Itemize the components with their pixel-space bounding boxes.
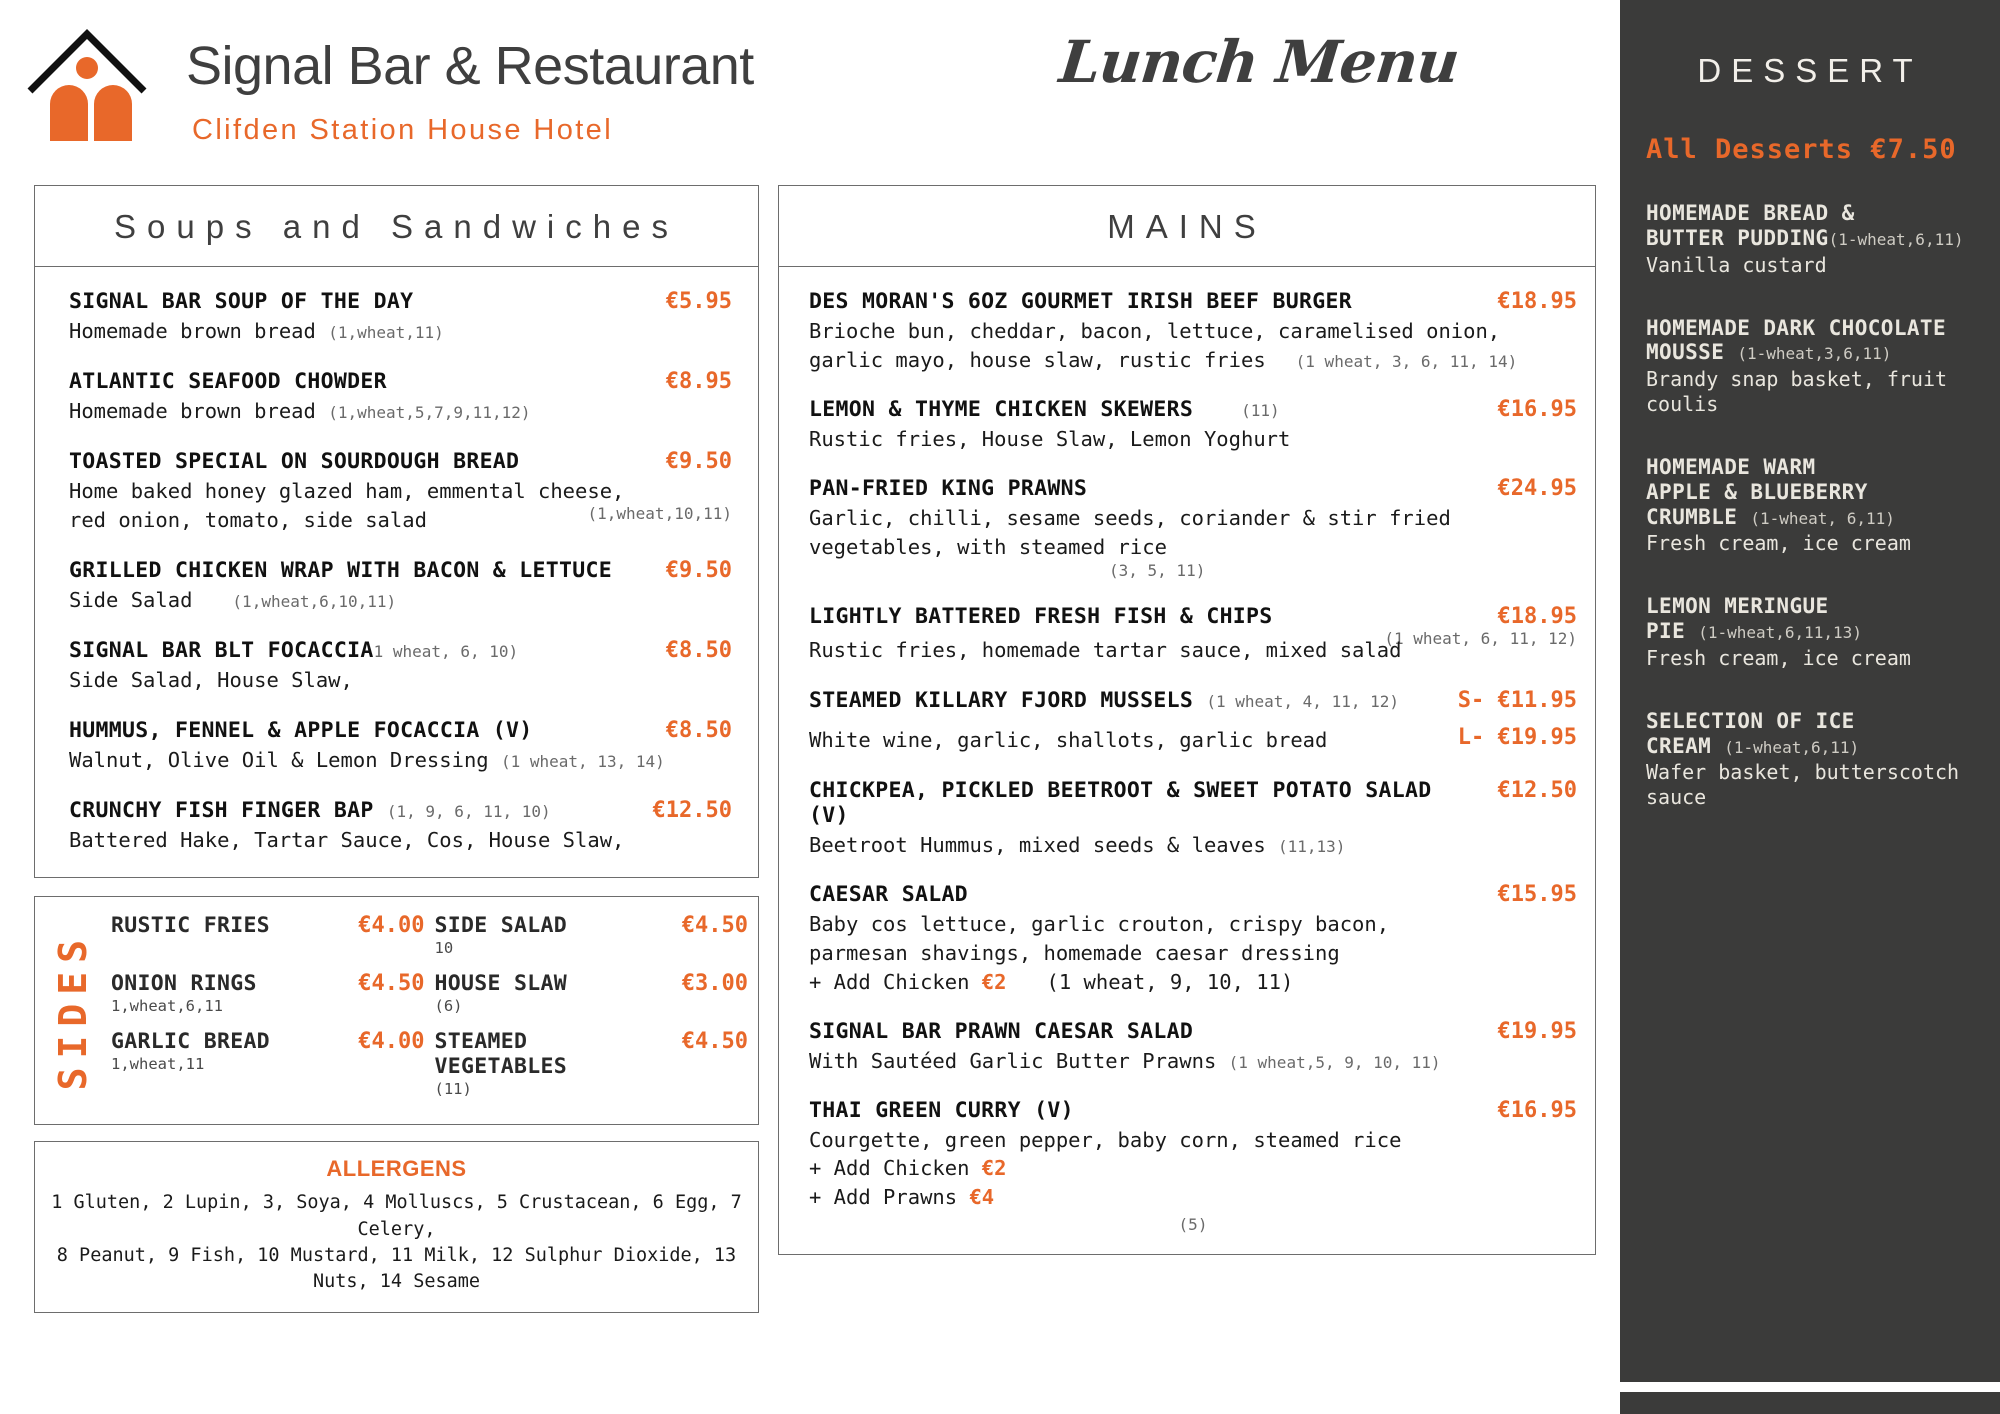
side-price: €4.00 bbox=[358, 913, 425, 939]
side-price: €4.00 bbox=[358, 1029, 425, 1055]
side-item[interactable] bbox=[111, 971, 342, 1025]
item-price: €12.50 bbox=[652, 798, 732, 824]
item-name: SIGNAL BAR PRAWN CAESAR SALAD bbox=[809, 1019, 1194, 1045]
dessert-item[interactable] bbox=[1646, 709, 1982, 811]
dessert-name-line1: LEMON MERINGUE bbox=[1646, 594, 1829, 619]
menu-item[interactable] bbox=[809, 476, 1577, 579]
item-allergens: (11,13) bbox=[1278, 837, 1346, 857]
side-price: €4.50 bbox=[358, 971, 425, 997]
menu-item[interactable] bbox=[809, 1098, 1577, 1233]
add-option-price: €2 bbox=[981, 969, 1007, 994]
menu-item[interactable] bbox=[809, 289, 1577, 373]
item-price: €8.95 bbox=[665, 369, 732, 395]
soups-items-list bbox=[35, 267, 758, 877]
soups-and-sandwiches-column bbox=[34, 185, 759, 1313]
item-allergens: (1,wheat,6,10,11) bbox=[232, 592, 397, 612]
item-description: Rustic fries, House Slaw, Lemon Yoghurt bbox=[809, 427, 1291, 452]
dessert-name-line2: CREAM bbox=[1646, 733, 1712, 758]
item-name: CHICKPEA, PICKLED BEETROOT & SWEET POTATO SALAD (V) bbox=[809, 777, 1432, 829]
sides-label-text: SIDES bbox=[51, 931, 95, 1091]
item-name: TOASTED SPECIAL ON SOURDOUGH BREAD bbox=[69, 449, 520, 475]
item-name: LEMON & THYME CHICKEN SKEWERS bbox=[809, 397, 1194, 423]
dessert-description: Fresh cream, ice cream bbox=[1646, 531, 1911, 556]
side-allergens: 1,wheat,6,11 bbox=[111, 997, 223, 1016]
item-price: €8.50 bbox=[665, 638, 732, 664]
allergens-line-1: 1 Gluten, 2 Lupin, 3, Soya, 4 Molluscs, 5 Crustacean, 6 Egg, 7 Celery, bbox=[51, 1192, 742, 1240]
side-name: STEAMED VEGETABLES bbox=[434, 1029, 567, 1080]
item-description: Garlic, chilli, sesame seeds, coriander & stir fried bbox=[809, 506, 1451, 531]
side-item[interactable] bbox=[435, 971, 666, 1025]
menu-item[interactable] bbox=[809, 688, 1577, 754]
side-item[interactable] bbox=[111, 913, 342, 948]
item-description: Rustic fries, homemade tartar sauce, mixed salad bbox=[809, 638, 1402, 663]
add-option-label[interactable]: + Add Chicken bbox=[809, 969, 970, 994]
item-allergens: (1 wheat, 9, 10, 11) bbox=[1046, 969, 1294, 994]
item-description: Brioche bun, cheddar, bacon, lettuce, caramelised onion, bbox=[809, 318, 1501, 343]
dessert-heading: DESSERT bbox=[1697, 52, 1923, 89]
dessert-name-line1: HOMEMADE WARM bbox=[1646, 455, 1816, 480]
item-description: Home baked honey glazed ham, emmental cheese, bbox=[69, 478, 625, 503]
item-name: GRILLED CHICKEN WRAP WITH BACON & LETTUCE bbox=[69, 558, 613, 584]
item-name: THAI GREEN CURRY (V) bbox=[809, 1098, 1074, 1124]
side-item[interactable] bbox=[435, 913, 666, 967]
dessert-description: Brandy snap basket, fruit coulis bbox=[1646, 367, 1948, 417]
item-price: €8.50 bbox=[665, 718, 732, 744]
dessert-item[interactable] bbox=[1646, 201, 1982, 278]
item-price-small: S- €11.95 bbox=[1457, 687, 1577, 713]
item-description: Homemade brown bread bbox=[69, 318, 316, 343]
item-description-line2: vegetables, with steamed rice bbox=[809, 535, 1167, 560]
menu-header bbox=[0, 0, 1620, 170]
item-name: SIGNAL BAR BLT FOCACCIA bbox=[69, 638, 374, 664]
side-name: RUSTIC FRIES bbox=[111, 913, 270, 939]
side-price: €3.00 bbox=[681, 971, 748, 997]
item-description-line2: garlic mayo, house slaw, rustic fries bbox=[809, 348, 1266, 373]
mains-items-list bbox=[779, 267, 1595, 1254]
item-name: LIGHTLY BATTERED FRESH FISH & CHIPS bbox=[809, 603, 1273, 629]
sides-label bbox=[35, 913, 111, 1108]
dessert-name-line1: SELECTION OF ICE bbox=[1646, 708, 1855, 733]
item-name: HUMMUS, FENNEL & APPLE FOCACCIA (V) bbox=[69, 718, 533, 744]
add-option-price: €2 bbox=[981, 1156, 1007, 1181]
page-title: Signal Bar & Restaurant bbox=[186, 36, 754, 96]
side-allergens: (11) bbox=[434, 1080, 472, 1099]
item-price: €24.95 bbox=[1497, 476, 1577, 502]
item-price: €15.95 bbox=[1497, 882, 1577, 908]
item-description-line2: parmesan shavings, homemade caesar dressing bbox=[809, 941, 1340, 966]
dessert-name-line3: CRUMBLE bbox=[1646, 504, 1738, 529]
menu-type-title: Lunch Menu bbox=[1056, 28, 1462, 96]
dessert-allergens: (1-wheat,6,11) bbox=[1724, 737, 1860, 757]
dessert-name-line2: APPLE & BLUEBERRY bbox=[1646, 479, 1868, 504]
item-name: PAN-FRIED KING PRAWNS bbox=[809, 476, 1088, 502]
item-allergens: (1 wheat,5, 9, 10, 11) bbox=[1228, 1053, 1441, 1073]
dessert-name-line2: BUTTER PUDDING bbox=[1646, 225, 1829, 250]
side-price: €4.50 bbox=[681, 913, 748, 939]
menu-item[interactable] bbox=[809, 604, 1577, 664]
dessert-name-line2: MOUSSE bbox=[1646, 340, 1725, 365]
item-description-line2: red onion, tomato, side salad bbox=[69, 508, 427, 533]
soups-heading: Soups and Sandwiches bbox=[35, 186, 758, 267]
item-name: ATLANTIC SEAFOOD CHOWDER bbox=[69, 369, 387, 395]
side-allergens: 1,wheat,11 bbox=[111, 1055, 205, 1074]
menu-item[interactable] bbox=[69, 369, 732, 424]
dessert-description: Fresh cream, ice cream bbox=[1646, 645, 1911, 670]
dessert-name-line2: PIE bbox=[1646, 619, 1686, 644]
mains-column bbox=[778, 185, 1596, 1255]
item-price: €9.50 bbox=[665, 449, 732, 475]
menu-item[interactable] bbox=[69, 798, 732, 853]
sides-panel bbox=[34, 896, 759, 1125]
item-price: €9.50 bbox=[665, 558, 732, 584]
dessert-item[interactable] bbox=[1646, 594, 1982, 671]
side-price: €4.50 bbox=[681, 1029, 748, 1055]
add-option-label[interactable]: + Add Prawns bbox=[809, 1185, 958, 1210]
menu-item[interactable] bbox=[809, 882, 1577, 995]
item-allergens: (1 wheat, 3, 6, 11, 14) bbox=[1295, 352, 1518, 372]
item-allergens: (11) bbox=[1241, 401, 1280, 421]
dessert-allergens: (1-wheat, 6,11) bbox=[1750, 508, 1895, 528]
dessert-allergens: (1-wheat,6,11,13) bbox=[1698, 623, 1862, 643]
item-description: Side Salad bbox=[69, 588, 193, 613]
item-allergens: (1,wheat,11) bbox=[328, 322, 444, 342]
item-price: €18.95 bbox=[1497, 603, 1577, 629]
item-allergens: (5) bbox=[1178, 1214, 1208, 1234]
side-allergens: 10 bbox=[434, 939, 454, 958]
item-description: White wine, garlic, shallots, garlic bread bbox=[809, 728, 1328, 753]
item-allergens: (1 wheat, 4, 11, 12) bbox=[1206, 691, 1399, 711]
sides-grid bbox=[111, 913, 748, 1108]
item-name: CAESAR SALAD bbox=[809, 882, 968, 908]
item-allergens: (1,wheat,5,7,9,11,12) bbox=[328, 402, 531, 422]
side-name: GARLIC BREAD bbox=[111, 1029, 270, 1055]
dessert-description: Vanilla custard bbox=[1646, 252, 1827, 277]
allergens-title: ALLERGENS bbox=[326, 1156, 467, 1182]
allergens-panel bbox=[34, 1141, 759, 1312]
menu-item[interactable] bbox=[809, 397, 1577, 452]
item-allergens: (1 wheat, 13, 14) bbox=[500, 752, 665, 772]
item-name: STEAMED KILLARY FJORD MUSSELS bbox=[809, 687, 1194, 713]
dessert-items-list bbox=[1620, 201, 2000, 810]
allergens-line-2: 8 Peanut, 9 Fish, 10 Mustard, 11 Milk, 12 Sulphur Dioxide, 13 Nuts, 14 Sesame bbox=[56, 1244, 737, 1293]
dessert-allergens: (1-wheat,3,6,11) bbox=[1737, 344, 1892, 364]
dessert-panel bbox=[1620, 0, 2000, 1414]
dessert-description: Wafer basket, butterscotch sauce bbox=[1646, 760, 1960, 810]
menu-item[interactable] bbox=[69, 449, 732, 533]
menu-item[interactable] bbox=[69, 289, 732, 344]
mains-heading: MAINS bbox=[779, 186, 1595, 267]
dessert-name-line1: HOMEMADE BREAD & bbox=[1646, 201, 1855, 225]
item-price: €16.95 bbox=[1497, 397, 1577, 423]
item-description: Walnut, Olive Oil & Lemon Dressing bbox=[69, 748, 489, 773]
soups-panel bbox=[34, 185, 759, 878]
item-name: DES MORAN'S 6OZ GOURMET IRISH BEEF BURGER bbox=[809, 289, 1353, 314]
item-allergens: (3, 5, 11) bbox=[1109, 560, 1206, 580]
add-option-price: €4 bbox=[969, 1185, 995, 1210]
item-allergens: (1, 9, 6, 11, 10) bbox=[386, 802, 551, 822]
side-item[interactable] bbox=[435, 1029, 666, 1108]
side-name: SIDE SALAD bbox=[434, 913, 567, 939]
dessert-name-line1: HOMEMADE DARK CHOCOLATE bbox=[1646, 315, 1946, 340]
dessert-item[interactable] bbox=[1646, 316, 1982, 418]
mains-panel bbox=[778, 185, 1596, 1255]
item-price: €16.95 bbox=[1497, 1098, 1577, 1124]
menu-item[interactable] bbox=[809, 778, 1577, 859]
item-description: Courgette, green pepper, baby corn, steamed rice bbox=[809, 1128, 1402, 1153]
item-allergens: (1,wheat,10,11) bbox=[587, 504, 732, 524]
add-option-label[interactable]: + Add Chicken bbox=[809, 1156, 970, 1181]
item-description: Side Salad, House Slaw, bbox=[69, 668, 353, 693]
item-description: Beetroot Hummus, mixed seeds & leaves bbox=[809, 833, 1266, 858]
side-item[interactable] bbox=[111, 1029, 342, 1083]
menu-item[interactable] bbox=[69, 558, 732, 613]
item-description: Baby cos lettuce, garlic crouton, crispy bacon, bbox=[809, 912, 1390, 937]
dessert-allergens: (1-wheat,6,11) bbox=[1828, 229, 1964, 249]
item-price: €12.50 bbox=[1497, 777, 1577, 803]
item-description: Battered Hake, Tartar Sauce, Cos, House Slaw, bbox=[69, 828, 625, 853]
dessert-price-banner: All Desserts €7.50 bbox=[1646, 134, 1957, 165]
menu-item[interactable] bbox=[809, 1019, 1577, 1074]
dessert-item[interactable] bbox=[1646, 455, 1982, 556]
menu-item[interactable] bbox=[69, 718, 732, 773]
item-name: CRUNCHY FISH FINGER BAP bbox=[69, 798, 374, 824]
item-description: With Sautéed Garlic Butter Prawns bbox=[809, 1049, 1217, 1074]
side-name: HOUSE SLAW bbox=[434, 971, 567, 997]
brand-subtitle: Clifden Station House Hotel bbox=[192, 114, 614, 146]
item-price-large: L- €19.95 bbox=[1457, 724, 1577, 750]
side-name: ONION RINGS bbox=[111, 971, 257, 997]
item-price: €5.95 bbox=[665, 289, 732, 314]
item-allergens: (1 wheat, 6, 11, 12) bbox=[1384, 629, 1577, 649]
item-description: Homemade brown bread bbox=[69, 398, 316, 423]
item-price: €19.95 bbox=[1497, 1019, 1577, 1045]
house-with-figures-logo bbox=[22, 16, 152, 141]
item-allergens: 1 wheat, 6, 10) bbox=[373, 642, 519, 662]
menu-item[interactable] bbox=[69, 638, 732, 693]
item-name: SIGNAL BAR SOUP OF THE DAY bbox=[69, 289, 414, 314]
item-price: €18.95 bbox=[1497, 289, 1577, 314]
side-allergens: (6) bbox=[434, 997, 463, 1016]
